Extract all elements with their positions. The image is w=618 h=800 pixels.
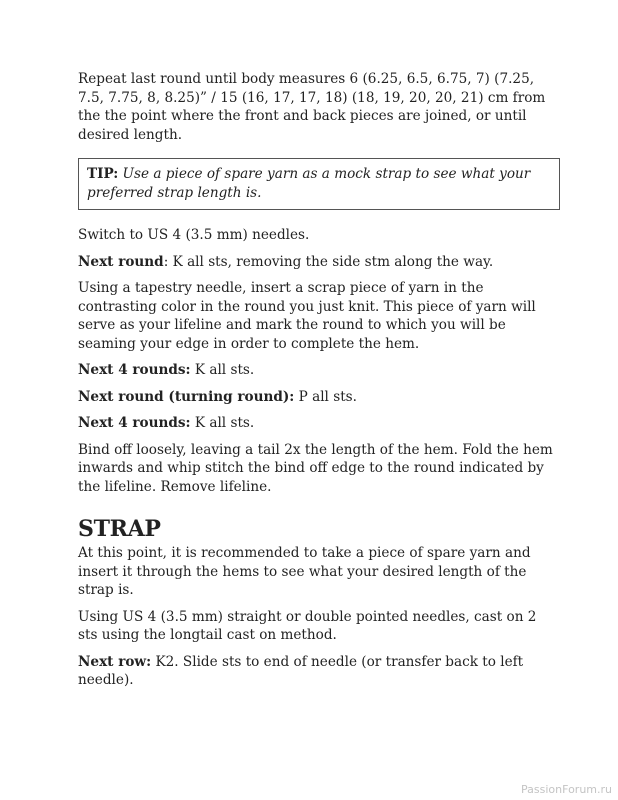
section-heading-strap: STRAP: [78, 516, 161, 542]
instruction-text: K all sts.: [190, 362, 255, 378]
paragraph-switch-needles: Switch to US 4 (3.5 mm) needles.: [78, 227, 310, 243]
paragraph-next-4-rounds-1: [78, 361, 560, 380]
paragraph-strap-intro: At this point, it is recommended to take a piece of spare yarn and insert it through the hems to see what your desired length of the strap is.: [78, 545, 531, 598]
paragraph-strap-cast-on: Using US 4 (3.5 mm) straight or double pointed needles, cast on 2 sts using the longtail cast on method.: [78, 608, 537, 643]
instruction-label: Next round: [78, 253, 164, 270]
paragraph-next-round: [78, 253, 560, 272]
tip-label: TIP:: [87, 166, 119, 182]
paragraph-body-measure: Repeat last round until body measures 6 (6.25, 6.5, 6.75, 7) (7.25, 7.5, 7.75, 8, 8.25)” / 15 (16, 17, 17, 18) (18, 19, 20, 20, 21) cm from the the point where the front and back pieces are joined, or until desired length.: [78, 71, 546, 143]
instruction-label: Next 4 rounds:: [78, 362, 191, 378]
document-page: [78, 70, 560, 698]
instruction-label: Next 4 rounds:: [78, 415, 191, 431]
watermark-footer: PassionForum.ru: [521, 783, 612, 796]
instruction-text: K all sts.: [190, 415, 255, 431]
instruction-text: P all sts.: [294, 388, 357, 405]
paragraph-lifeline: Using a tapestry needle, insert a scrap piece of yarn in the contrasting color in the round you just knit. This piece of yarn will serve as your lifeline and mark the round to which you will be seaming your edge in order to complete the hem.: [78, 280, 536, 352]
paragraph-bind-off: Bind off loosely, leaving a tail 2x the length of the hem. Fold the hem inwards and whip stitch the bind off edge to the round indicated by the lifeline. Remove lifeline.: [78, 441, 553, 495]
paragraph-next-4-rounds-2: [78, 414, 560, 433]
instruction-text: : K all sts, removing the side stm along the way.: [163, 253, 494, 270]
tip-text: Use a piece of spare yarn as a mock strap to see what your preferred strap length is.: [87, 166, 531, 201]
tip-box: [78, 158, 560, 210]
instruction-label: Next round (turning round):: [78, 388, 295, 405]
instruction-label: Next row:: [78, 653, 152, 670]
instruction-text: K2. Slide sts to end of needle (or transfer back to left needle).: [78, 653, 524, 688]
paragraph-turning-round: [78, 388, 560, 407]
paragraph-strap-next-row: [78, 653, 560, 690]
